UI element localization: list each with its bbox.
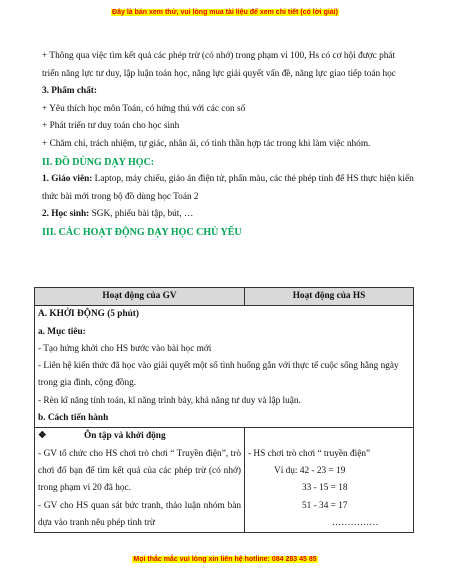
muctieu-item: - Tạo hứng khởi cho HS bước vào bài học mới (38, 343, 212, 354)
hs-cell (245, 428, 414, 533)
khoidong-cell (35, 306, 414, 428)
ontap-heading (38, 428, 241, 445)
top-banner (0, 9, 450, 16)
cachtienhanh-heading: b. Cách tiến hành (38, 413, 109, 424)
col-header-hs: Hoạt động của HS (245, 288, 414, 306)
phamchat-item: + Chăm chỉ, trách nhiệm, tự giác, nhân ái, có tinh thần hợp tác trong khi làm việc nhóm. (42, 138, 371, 149)
table-row (35, 428, 414, 533)
document-body (42, 48, 414, 242)
hs-game: - HS chơi trò chơi “ truyền điện” (248, 448, 371, 459)
student-label: 2. Học sinh: (42, 209, 90, 220)
diamond-icon: ❖ (38, 431, 47, 442)
activities-table (34, 287, 414, 533)
muctieu-item: - Liên hệ kiến thức đã học vào giải quyết một số tình huống gắn với thực tế cuộc sống hằng ngày trong gia đình, cộng đồng. (38, 361, 399, 389)
teacher-label: 1. Giáo viên: (42, 174, 93, 185)
intro-paragraph: + Thông qua việc tìm kết quả các phép trừ (có nhớ) trong phạm vi 100, Hs có cơ hội được phát triển năng lực tư duy, lập luận toán học, năng lực giải quyết vấn đề, năng lực giao tiếp toán học (42, 51, 396, 79)
khoidong-heading: A. KHỞI ĐỘNG (5 phút) (38, 309, 139, 320)
hs-calc: 33 - 15 = 18 (302, 483, 348, 494)
col-header-gv: Hoạt động của GV (35, 288, 245, 306)
section2-heading: II. ĐỒ DÙNG DẠY HỌC: (42, 156, 155, 168)
phamchat-item: + Phát triển tư duy toán cho học sinh (42, 121, 180, 132)
gv-activity: - GV tổ chức cho HS chơi trò chơi “ Truyền điện”, trò chơi đố bạn để tìm kết quả của các phép trừ (có nhớ) trong phạm vi 20 đã học. (38, 448, 241, 494)
hs-example: Ví dụ: 42 - 23 = 19 (274, 465, 346, 476)
phamchat-heading: 3. Phẩm chất: (42, 86, 98, 97)
top-banner-text: Đây là bản xem thử, vui lòng mua tài liệu để xem chi tiết (có lời giải) (112, 9, 338, 16)
teacher-paragraph (42, 171, 414, 206)
table-row (35, 306, 414, 428)
table-header-row (35, 288, 414, 306)
gv-activity: - GV cho HS quan sát bức tranh, thảo luận nhóm bàn dựa vào tranh nêu phép tính trừ (38, 500, 241, 528)
hs-spacer (248, 428, 410, 445)
muctieu-heading: a. Mục tiêu: (38, 326, 86, 337)
muctieu-item: - Rèn kĩ năng tính toán, kĩ năng trình bày, khả năng tư duy và lập luận. (38, 395, 301, 406)
gv-cell (35, 428, 245, 533)
hs-dots: …………… (332, 517, 379, 528)
ontap-label: Ôn tập và khởi động (84, 431, 166, 442)
student-paragraph (42, 206, 414, 224)
hs-calc: 51 - 34 = 17 (302, 500, 348, 511)
phamchat-item: + Yêu thích học môn Toán, có hứng thú với các con số (42, 103, 246, 114)
student-text: SGK, phiếu bài tập, bút, … (89, 209, 194, 220)
bottom-banner-text: Mọi thắc mắc vui lòng xin liên hệ hotline: 084 283 45 85 (133, 556, 317, 563)
section3-heading: III. CÁC HOẠT ĐỘNG DẠY HỌC CHỦ YẾU (42, 226, 242, 238)
bottom-banner (0, 556, 450, 563)
teacher-text: Laptop, máy chiếu, giáo án điện tử, phấn màu, các thẻ phép tính để HS thực hiện kiến thức bài mới trong bộ đồ dùng học Toán 2 (42, 174, 414, 202)
